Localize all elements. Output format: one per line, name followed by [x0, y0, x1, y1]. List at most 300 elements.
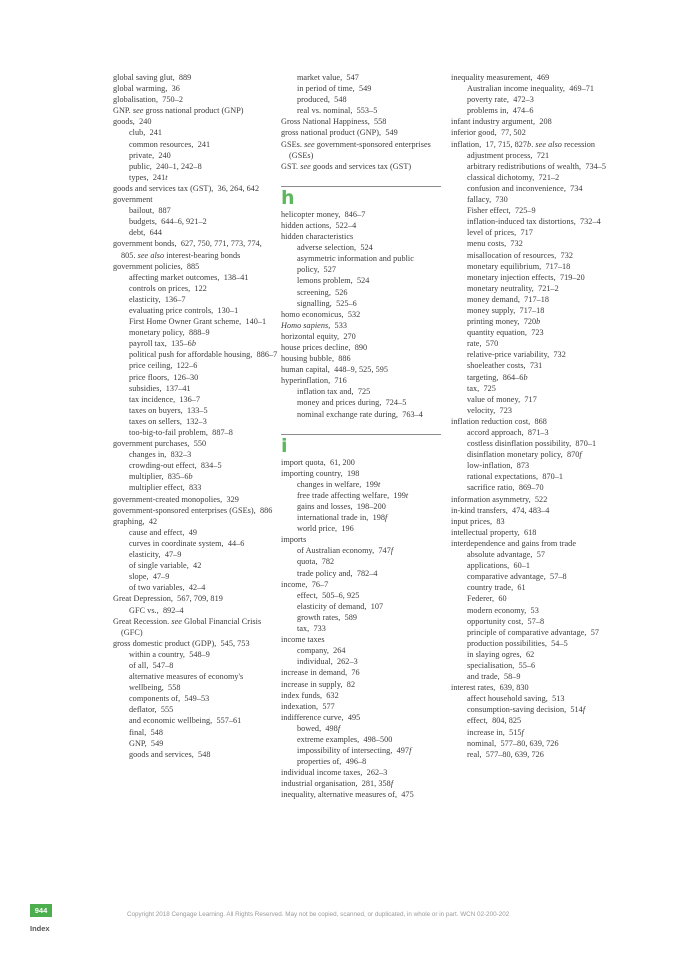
index-subentry [113, 405, 278, 416]
index-subentry [451, 194, 621, 205]
entry-pages: 549–53 [184, 694, 210, 704]
entry-term: gains and losses, [297, 502, 353, 511]
entry-term: individual income taxes, [281, 768, 363, 778]
entry-pages: 469 [536, 73, 550, 82]
entry-term: index funds, [281, 690, 323, 700]
index-entry [451, 116, 621, 127]
entry-term: interdependence and gains from trade [451, 538, 577, 548]
entry-term: government [113, 195, 153, 205]
entry-pages: 627, 750, 771, 773, 774, 805. see also interest-bearing bonds [121, 239, 262, 260]
index-subentry [113, 283, 278, 294]
entry-pages: 870f [566, 450, 582, 460]
entry-pages: 42–4 [188, 583, 206, 593]
entry-pages: 270 [343, 331, 356, 341]
index-subentry [113, 449, 278, 460]
index-subentry [281, 242, 441, 253]
index-subentry [451, 250, 621, 261]
entry-pages: 577–80, 639, 726 [500, 738, 559, 748]
entry-term: Great Depression, [113, 594, 173, 604]
entry-term: components of, [129, 694, 181, 704]
entry-term: human capital, [281, 365, 330, 375]
index-entry [113, 94, 278, 105]
entry-pages: 719–20 [559, 272, 585, 282]
index-entry [281, 220, 441, 231]
entry-term: confusion and inconvenience, [467, 183, 566, 193]
entry-term: imports [281, 535, 307, 545]
entry-term: rational expectations, [467, 472, 539, 482]
index-subentry [113, 349, 278, 360]
entry-term: housing bubble, [281, 354, 335, 364]
entry-pages: 329 [226, 494, 239, 504]
index-subentry [113, 671, 278, 693]
index-entry [451, 682, 621, 693]
entry-term: individual, [297, 657, 333, 667]
entry-term: classical dichotomy, [467, 172, 535, 182]
index-subentry [451, 272, 621, 283]
index-subentry [451, 749, 621, 760]
index-subentry [451, 394, 621, 405]
index-subentry [281, 386, 441, 397]
entry-pages: 632 [326, 690, 339, 700]
entry-term: affect household saving, [467, 694, 548, 704]
entry-pages: 834–5 [200, 461, 222, 471]
entry-term: GST. see goods and services tax (GST) [281, 161, 412, 171]
entry-term: GNP. see gross national product (GNP) [113, 106, 244, 116]
index-subentry [113, 605, 278, 616]
entry-pages: 577–80, 639, 726 [485, 749, 544, 759]
index-subentry [281, 512, 441, 523]
entry-pages: 782–4 [356, 568, 378, 578]
entry-term: specialisation, [467, 660, 515, 670]
entry-pages: 77, 502 [500, 128, 526, 138]
entry-pages: 717–18 [545, 261, 571, 271]
entry-pages: 107 [370, 601, 384, 611]
entry-term: of Australian economy, [297, 546, 375, 556]
entry-pages: 723 [499, 405, 512, 415]
entry-pages: 198 [346, 468, 360, 478]
index-subentry [113, 582, 278, 593]
entry-pages: 644–6, 921–2 [161, 217, 207, 227]
entry-term: world price, [297, 524, 338, 534]
index-entry [113, 183, 278, 194]
entry-pages: 869–70 [518, 483, 544, 493]
entry-term: increase in, [467, 727, 505, 737]
index-entry [281, 667, 441, 678]
entry-pages: 892–4 [162, 605, 184, 615]
entry-term: effect, [297, 590, 318, 600]
entry-term: club, [129, 128, 146, 138]
entry-term: payroll tax, [129, 339, 167, 349]
entry-pages: 873 [516, 461, 530, 471]
entry-term: Federer, [467, 594, 495, 604]
entry-pages: 57 [590, 627, 600, 637]
entry-pages: 548 [198, 749, 211, 759]
entry-term: value of money, [467, 394, 521, 404]
entry-pages: 133–5 [186, 405, 208, 415]
entry-pages: 448–9, 525, 595 [334, 365, 389, 375]
entry-term: monetary neutrality, [467, 283, 534, 293]
index-subentry [113, 549, 278, 560]
page-number-badge: 944 [30, 904, 52, 917]
entry-pages: 17, 715, 827b. see also recession [485, 139, 595, 149]
index-entry [281, 789, 441, 800]
entry-term: market value, [297, 73, 343, 82]
index-entry [451, 494, 621, 505]
index-subentry [451, 560, 621, 571]
entry-pages: 558 [374, 117, 387, 127]
entry-pages: 241t [152, 172, 168, 182]
entry-pages: 241 [149, 128, 163, 138]
entry-pages: 724–5 [385, 398, 407, 408]
index-subentry [113, 693, 278, 704]
entry-term: menu costs, [467, 239, 507, 249]
entry-term: monetary equilibrium, [467, 261, 542, 271]
entry-term: applications, [467, 561, 510, 571]
entry-pages: 886 [338, 354, 351, 364]
entry-term: properties of, [297, 757, 342, 767]
entry-term: signalling, [297, 298, 332, 308]
section-heading-i [281, 434, 441, 457]
index-subentry [113, 272, 278, 283]
entry-term: low-inflation, [467, 461, 513, 471]
entry-pages: 497f [396, 746, 412, 756]
entry-term: GNP, [129, 738, 147, 748]
entry-pages: 498–500 [363, 734, 393, 744]
entry-pages: 549 [150, 738, 164, 748]
entry-pages: 208 [539, 117, 552, 127]
index-subentry [113, 715, 278, 726]
index-subentry [451, 482, 621, 493]
index-subentry [451, 471, 621, 482]
entry-term: real vs. nominal, [297, 106, 353, 116]
entry-term: GFC vs., [129, 605, 159, 615]
entry-term: multiplier, [129, 472, 164, 482]
entry-pages: 887 [158, 206, 171, 216]
entry-pages: 62 [525, 649, 535, 659]
entry-pages: 49 [188, 527, 197, 537]
index-subentry [451, 649, 621, 660]
index-subentry [281, 568, 441, 579]
entry-term: alternative measures of economy's wellbeing, [129, 672, 244, 693]
index-entry [451, 72, 621, 83]
index-entry [281, 209, 441, 220]
index-entry [281, 679, 441, 690]
index-entry [113, 638, 278, 649]
index-subentry [281, 756, 441, 767]
entry-term: helicopter money, [281, 209, 341, 219]
index-column-3 [451, 72, 621, 760]
index-subentry [113, 538, 278, 549]
entry-term: and trade, [467, 672, 500, 682]
entry-term: modern economy, [467, 605, 527, 615]
entry-pages: 264 [333, 646, 346, 656]
index-subentry [451, 605, 621, 616]
entry-term: tax, [297, 624, 310, 634]
entry-pages: 577 [322, 701, 335, 711]
entry-term: private, [129, 150, 155, 160]
index-subentry [281, 623, 441, 634]
index-subentry [281, 656, 441, 667]
entry-term: impossibility of intersecting, [297, 746, 393, 756]
entry-pages: 525–6 [336, 298, 357, 308]
entry-term: bowed, [297, 723, 322, 733]
index-entry [281, 579, 441, 590]
entry-term: sacrifice ratio, [467, 483, 515, 493]
index-subentry [451, 405, 621, 416]
entry-pages: 53 [530, 605, 539, 615]
entry-pages: 199t [393, 490, 409, 500]
entry-pages: 474–6 [512, 106, 534, 116]
index-entry [281, 353, 441, 364]
index-entry [281, 778, 441, 789]
entry-term: produced, [297, 95, 330, 105]
entry-term: taxes on buyers, [129, 405, 183, 415]
entry-pages: 57–8 [527, 616, 545, 626]
entry-pages: 82 [346, 679, 356, 689]
entry-term: Great Recession. see Global Financial Crisis (GFC) [113, 616, 262, 637]
index-subentry [281, 298, 441, 309]
entry-term: extreme examples, [297, 734, 360, 744]
index-subentry [113, 216, 278, 227]
index-subentry [451, 227, 621, 238]
index-subentry [113, 127, 278, 138]
entry-pages: 532 [347, 309, 361, 319]
entry-term: government purchases, [113, 439, 190, 449]
index-entry [281, 534, 441, 545]
entry-pages: 725–9 [514, 206, 536, 216]
entry-pages: 558 [168, 683, 181, 693]
index-subentry [281, 745, 441, 756]
entry-term: real, [467, 749, 482, 759]
index-subentry [113, 482, 278, 493]
entry-term: tax, [467, 383, 480, 393]
index-entry [451, 505, 621, 516]
entry-pages: 199t [365, 479, 381, 489]
entry-term: shoeleather costs, [467, 361, 526, 371]
index-subentry [281, 590, 441, 601]
entry-term: comparative advantage, [467, 572, 546, 582]
entry-pages: 548 [150, 727, 163, 737]
index-subentry [113, 172, 278, 183]
entry-term: First Home Owner Grant scheme, [129, 317, 242, 327]
entry-pages: 57 [536, 550, 546, 560]
entry-pages: 122–6 [176, 361, 198, 371]
entry-pages: 135–6b [171, 339, 196, 349]
entry-term: importing country, [281, 468, 343, 478]
index-subentry [451, 582, 621, 593]
entry-pages: 76 [351, 668, 360, 678]
index-subentry [451, 738, 621, 749]
entry-pages: 870–1 [542, 472, 564, 482]
entry-term: Australian income inequality, [467, 84, 566, 94]
index-subentry [281, 645, 441, 656]
index-entry [451, 527, 621, 538]
entry-term: price floors, [129, 372, 170, 382]
entry-pages: 717 [524, 394, 537, 404]
index-subentry [451, 571, 621, 582]
entry-pages: 721–2 [538, 283, 559, 293]
entry-term: interest rates, [451, 683, 496, 693]
entry-pages: 747f [378, 546, 394, 556]
index-subentry [113, 704, 278, 715]
entry-pages: 887–8 [212, 428, 233, 437]
index-entry [451, 127, 621, 138]
index-subentry [451, 238, 621, 249]
entry-term: country trade, [467, 583, 514, 593]
index-entry [281, 767, 441, 778]
index-subentry [113, 383, 278, 394]
entry-pages: 550 [193, 439, 207, 449]
entry-term: inflation-induced tax distortions, [467, 217, 576, 227]
index-entry [451, 538, 621, 549]
index-subentry [113, 316, 278, 327]
entry-pages: 721 [536, 150, 550, 160]
entry-term: input prices, [451, 516, 493, 526]
entry-term: costless disinflation possibility, [467, 439, 572, 449]
entry-term: of all, [129, 660, 149, 670]
index-subentry [281, 556, 441, 567]
entry-term: company, [297, 646, 329, 656]
index-entry [281, 309, 441, 320]
entry-pages: 533 [334, 320, 347, 330]
index-subentry [281, 479, 441, 490]
entry-term: nominal exchange rate during, [297, 409, 399, 419]
entry-pages: 717–18 [524, 294, 550, 304]
entry-pages: 732 [510, 239, 523, 249]
entry-pages: 548–9 [189, 649, 210, 659]
index-subentry [451, 261, 621, 272]
entry-pages: 61 [517, 583, 526, 593]
index-entry [113, 72, 278, 83]
entry-term: fallacy, [467, 195, 492, 205]
entry-term: information asymmetry, [451, 494, 531, 504]
entry-term: disinflation monetary policy, [467, 450, 563, 460]
index-subentry [451, 183, 621, 194]
index-subentry [451, 449, 621, 460]
entry-pages: 55–6 [518, 660, 536, 670]
index-entry [281, 364, 441, 375]
entry-term: in-kind transfers, [451, 505, 508, 515]
index-subentry [113, 471, 278, 482]
entry-term: crowding-out effect, [129, 461, 197, 471]
index-subentry [451, 460, 621, 471]
index-entry [281, 701, 441, 712]
index-subentry [451, 94, 621, 105]
index-subentry [281, 253, 441, 275]
index-subentry [281, 612, 441, 623]
index-subentry [113, 227, 278, 238]
index-subentry [451, 338, 621, 349]
entry-pages: 734 [570, 183, 583, 193]
index-subentry [113, 305, 278, 316]
index-subentry [113, 139, 278, 150]
entry-pages: 717 [520, 228, 533, 238]
entry-pages: 61, 200 [329, 457, 355, 467]
entry-pages: 47–9 [164, 550, 182, 560]
entry-term: asymmetric information and public policy, [297, 254, 414, 275]
entry-pages: 130–1 [217, 305, 239, 315]
entry-term: government-created monopolies, [113, 494, 223, 504]
entry-term: evaluating price controls, [129, 305, 214, 315]
section-letter: i [281, 434, 288, 457]
entry-pages: 725 [483, 383, 496, 393]
entry-term: increase in supply, [281, 679, 343, 689]
entry-pages: 47–9 [152, 572, 170, 582]
entry-pages: 496–8 [345, 757, 367, 767]
entry-term: graphing, [113, 516, 145, 526]
entry-term: free trade affecting welfare, [297, 490, 390, 500]
index-subentry [113, 738, 278, 749]
entry-pages: 36, 264, 642 [217, 183, 260, 193]
entry-term: screening, [297, 287, 331, 297]
entry-pages: 644 [149, 228, 163, 238]
index-entry [281, 690, 441, 701]
entry-pages: 549 [358, 84, 372, 94]
entry-term: absolute advantage, [467, 550, 533, 560]
entry-pages: 730 [495, 195, 508, 205]
index-subentry [281, 72, 441, 83]
entry-term: inferior good, [451, 128, 497, 138]
index-subentry [451, 327, 621, 338]
entry-pages: 495 [347, 712, 361, 722]
entry-pages: 804, 825 [492, 716, 522, 726]
entry-pages: 832–3 [170, 450, 192, 460]
entry-pages: 132–3 [186, 416, 207, 426]
index-subentry [113, 161, 278, 172]
index-subentry [451, 294, 621, 305]
entry-pages: 732 [560, 250, 573, 260]
entry-pages: 717–18 [519, 305, 545, 315]
entry-pages: 474, 483–4 [512, 505, 550, 515]
entry-term: government policies, [113, 261, 183, 271]
index-subentry [113, 360, 278, 371]
entry-term: relative-price variability, [467, 350, 550, 360]
entry-pages: 589 [344, 612, 358, 622]
index-subentry [281, 287, 441, 298]
entry-term: public, [129, 161, 152, 171]
entry-term: elasticity of demand, [297, 601, 367, 611]
entry-term: adverse selection, [297, 243, 357, 253]
entry-term: level of prices, [467, 228, 517, 238]
entry-pages: 567, 709, 819 [177, 594, 223, 604]
entry-term: monetary policy, [129, 328, 185, 338]
entry-term: elasticity, [129, 550, 161, 560]
index-subentry [451, 372, 621, 383]
index-subentry [451, 549, 621, 560]
entry-term: money and prices during, [297, 398, 382, 408]
index-entry [113, 505, 278, 516]
entry-pages: 198–200 [356, 502, 386, 511]
index-subentry [113, 150, 278, 161]
entry-term: intellectual property, [451, 527, 520, 537]
index-entry [113, 238, 278, 260]
index-entry [113, 593, 278, 604]
index-entry [281, 161, 441, 172]
entry-pages: 136–7 [179, 394, 201, 404]
entry-pages: 733 [313, 624, 326, 634]
entry-term: global saving glut, [113, 73, 175, 82]
entry-term: in slaying ogres, [467, 649, 522, 659]
entry-term: of two variables, [129, 583, 185, 593]
index-subentry [113, 327, 278, 338]
index-subentry [113, 460, 278, 471]
entry-term: opportunity cost, [467, 616, 524, 626]
entry-pages: 240 [158, 150, 171, 160]
entry-pages: 639, 830 [499, 683, 529, 693]
index-column-2 [281, 72, 441, 801]
index-subentry [113, 527, 278, 538]
index-entry [281, 231, 441, 242]
